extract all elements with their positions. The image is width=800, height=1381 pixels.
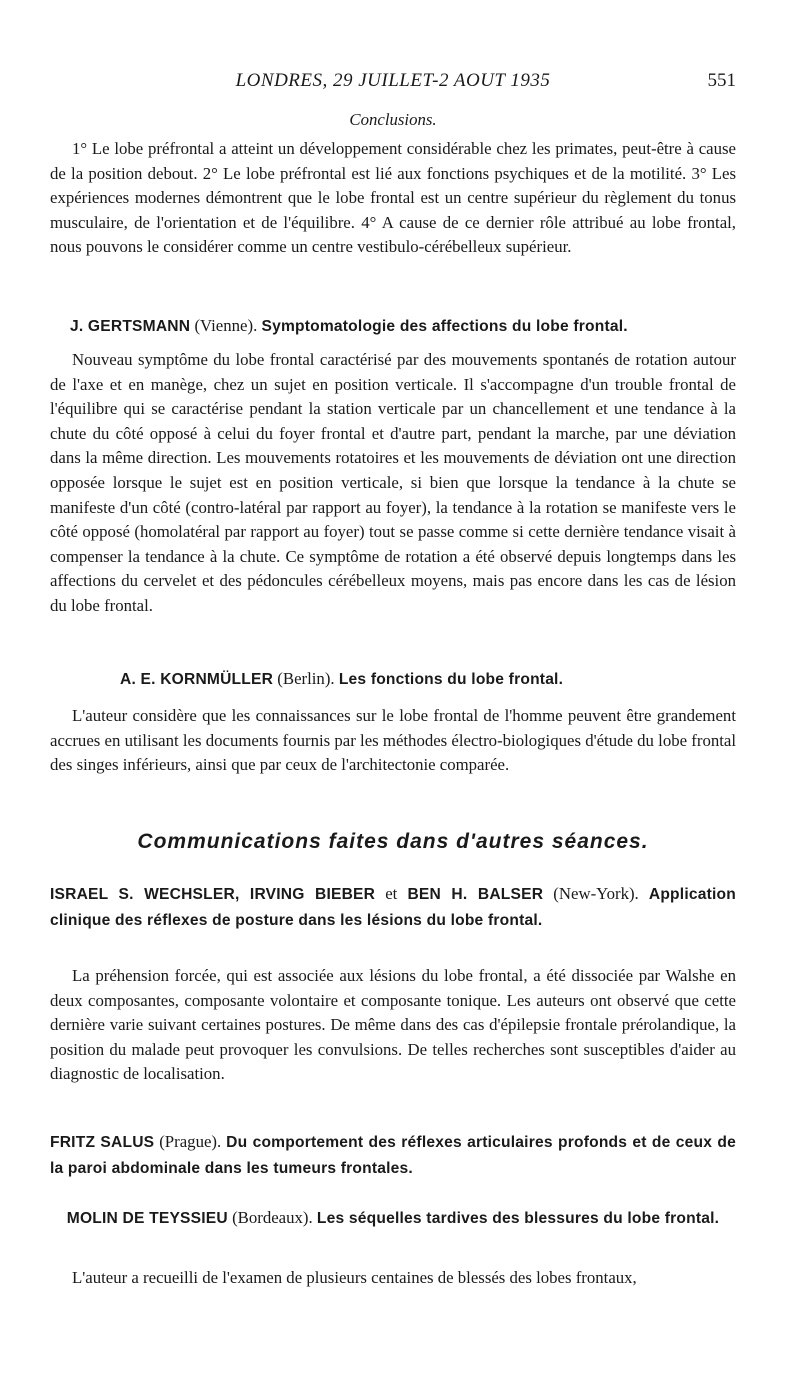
salus-location: (Prague). — [159, 1132, 222, 1151]
molin-paragraph: L'auteur a recueilli de l'examen de plusieurs centaines de blessés des lobes frontaux, — [72, 1268, 637, 1287]
running-title: LONDRES, 29 JUILLET-2 AOUT 1935 — [235, 70, 551, 91]
wechsler-paragraph: La préhension forcée, qui est associée aux lésions du lobe frontal, a été dissociée par Walshe en deux composantes, composante volontaire et composante tonique. Les auteurs ont observé que cette dernière varie suivant certaines postures. De même dans des cas d'épilepsie frontale prérolandique, la position du malade peut provoquer les convulsions. De telles recherches sont susceptibles d'aider au diagnostic de localisation. — [50, 966, 736, 1084]
wechsler-title: Application clinique des réflexes de posture dans les lésions du lobe frontal. — [50, 886, 736, 929]
conclusions-paragraph: 1° Le lobe préfrontal a atteint un développement considérable chez les primates, peut-être à cause de la position debout. 2° Le lobe préfrontal est lié aux fonctions psychiques et de la motilité. 3° Les expériences modernes démontrent que le lobe frontal est un centre supérieur du règlement du tonus musculaire, de l'orientation et de l'équilibre. 4° A cause de ce dernier rôle attribué au lobe frontal, nous pouvons le considérer comme un centre vestibulo-cérébelleux supérieur. — [50, 139, 736, 257]
gertsmann-author: J. GERTSMANN — [70, 318, 191, 335]
gertsmann-title: Symptomatologie des affections du lobe frontal. — [261, 318, 628, 335]
kornmuller-title: Les fonctions du lobe frontal. — [338, 671, 564, 688]
communications-heading: Communications faites dans d'autres séances. — [137, 830, 649, 853]
kornmuller-location: (Berlin). — [277, 669, 335, 688]
molin-title: Les séquelles tardives des blessures du lobe frontal. — [316, 1210, 720, 1227]
wechsler-entry-header — [50, 882, 736, 933]
gertsmann-location: (Vienne). — [194, 316, 258, 335]
wechsler-authors: ISRAEL S. WECHSLER, IRVING BIEBER — [50, 886, 376, 903]
kornmuller-paragraph: L'auteur considère que les connaissances sur le lobe frontal de l'homme peuvent être grandement accrues en utilisant les documents fournis par les méthodes électro-biologiques d'étude du lobe frontal des singes inférieurs, ainsi que par ceux de l'architectonie comparée. — [50, 706, 736, 775]
salus-entry-header — [50, 1130, 736, 1181]
page-number: 551 — [707, 70, 736, 91]
molin-entry-header — [50, 1206, 736, 1232]
kornmuller-entry-header — [50, 667, 736, 693]
running-header — [50, 70, 736, 94]
kornmuller-author: A. E. KORNMÜLLER — [120, 671, 274, 688]
wechsler-author-balser: BEN H. BALSER — [407, 886, 544, 903]
wechsler-conjunction: et — [385, 884, 398, 903]
conclusions-heading: Conclusions. — [349, 110, 437, 129]
molin-location: (Bordeaux). — [232, 1208, 313, 1227]
wechsler-location: (New-York). — [553, 884, 639, 903]
molin-author: MOLIN DE TEYSSIEU — [66, 1210, 228, 1227]
salus-title: Du comportement des réflexes articulaires profonds et de ceux de la paroi abdominale dans les tumeurs frontales. — [50, 1134, 736, 1177]
salus-author: FRITZ SALUS — [50, 1134, 155, 1151]
gertsmann-entry-header — [50, 314, 736, 340]
gertsmann-paragraph: Nouveau symptôme du lobe frontal caractérisé par des mouvements spontanés de rotation autour de l'axe et en manège, chez un sujet en position verticale. Il s'accompagne d'un trouble frontal de l'équilibre qui se caractérise pendant la station verticale par un chancellement et une tendance à la chute du côté opposé à celui du foyer frontal et d'autre part, pendant la marche, par une déviation dans la même direction. Les mouvements rotatoires et les mouvements de déviation ont une direction opposée lorsque le sujet est en position verticale, si bien que lorsque la tendance à la chute se manifeste d'un côté (contro-latéral par rapport au foyer), la tendance à la rotation se manifeste vers le côté opposé (homolatéral par rapport au foyer) tout se passe comme si cette dernière tendance visait à compenser la tendance à la chute. Ce symptôme de rotation a été observé depuis longtemps dans les affections du cervelet et des pédoncules cérébelleux moyens, mais pas encore dans les cas de lésion du lobe frontal. — [50, 350, 736, 615]
